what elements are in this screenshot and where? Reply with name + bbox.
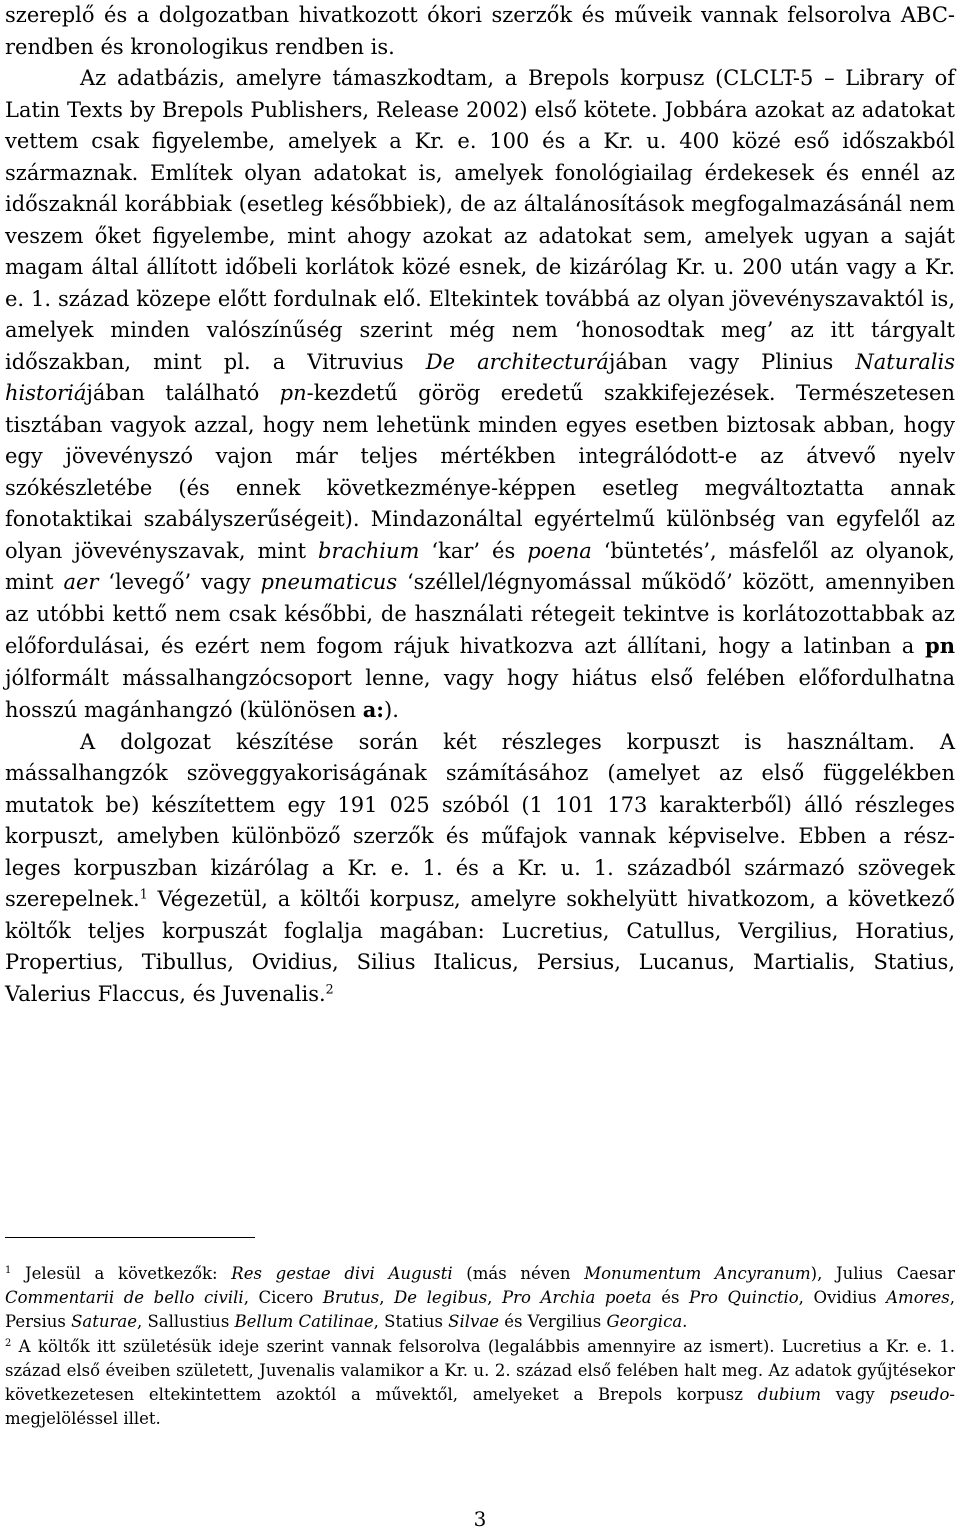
text-run: , Statius xyxy=(373,1312,449,1332)
text-run: ). xyxy=(384,698,399,722)
text-run: ‘széllel/légnyomással működő’ között, amennyiben az utóbbi kettő nem csak későbbi, de használati rétegeit tekintve is korlátozottabbak az előfordulásai, és ezért nem fogom rájuk hivatkozva azt állítani, hogy a latinban a xyxy=(5,570,955,658)
footnote-ref: 1 xyxy=(5,1265,12,1277)
footnote xyxy=(5,1335,955,1432)
text-run: A költők itt születésük ideje szerint vannak felsorolva (legalábbis amennyire az ismert). Lucretius a Kr. e. 1. század első éveiben született, Juvenalis valamikor a Kr. u. 2. század első felében halt meg. Az adatok gyűjtésekor következetesen eltekintettem azoktól a művektől, amelyeket a Brepols korpusz xyxy=(5,1336,955,1405)
italic-text: Commentarii de bello civili xyxy=(5,1288,244,1308)
text-run: Jelesül a következők: xyxy=(11,1264,232,1283)
text-run: szereplő és a dolgozatban hivatkozott ókori szerzők és műveik vannak felsorolva ABC-rendben és kronologikus rendben is. xyxy=(5,3,955,59)
footnotes xyxy=(5,1262,955,1431)
italic-text: Res gestae divi Augusti xyxy=(231,1264,453,1283)
text-run: , xyxy=(379,1288,395,1308)
italic-text: poena xyxy=(527,538,592,563)
footnote-separator xyxy=(5,1237,255,1238)
text-run: , Ovidius xyxy=(798,1288,887,1308)
italic-text: Saturae xyxy=(71,1312,137,1332)
footnote xyxy=(5,1262,955,1335)
italic-text: Naturalis historiá xyxy=(5,349,956,405)
text-run: - megjelöléssel illet. xyxy=(5,1385,955,1429)
italic-text: brachium xyxy=(318,538,420,563)
paragraph xyxy=(5,63,955,727)
text-run: ‘kar’ és xyxy=(419,538,528,563)
text-run: jában található xyxy=(86,381,280,405)
italic-text: pseudo xyxy=(889,1385,950,1405)
text-run: , Sallustius xyxy=(137,1312,235,1332)
text-run: ‘levegő’ vagy xyxy=(98,570,261,594)
footnote-ref: 1 xyxy=(139,886,148,902)
text-run: (más néven xyxy=(452,1264,585,1283)
text-run: ‘büntetés’, másfelől az olyanok, mint xyxy=(5,538,955,594)
text-run: jában vagy Plinius xyxy=(608,349,856,374)
text-run: jólformált mássalhangzócsoport lenne, vagy hogy hiátus első felében előfordulhatna hosszú magánhangzó (különösen xyxy=(5,665,955,722)
text-run: , xyxy=(487,1288,502,1308)
italic-text: Monumentum Ancyranum xyxy=(584,1264,811,1283)
page-number: 3 xyxy=(473,1507,487,1531)
text-run: vagy xyxy=(820,1385,890,1405)
bold-text: pn xyxy=(925,633,955,658)
italic-text: Brutus xyxy=(322,1288,380,1308)
italic-text: De architecturá xyxy=(425,349,609,374)
italic-text: Bellum Catilinae xyxy=(234,1312,374,1332)
footnote-ref: 2 xyxy=(325,980,334,996)
italic-text: aer xyxy=(63,570,99,594)
italic-text: Amores xyxy=(886,1288,950,1308)
paragraph xyxy=(5,727,955,1011)
text-run: Végezetül, a költői korpusz, amelyre sokhelyütt hivatkozom, a következő költők teljes korpuszát foglalja magában: Lucretius, Catullus, Vergilius, Horatius, Propertius, Tibullus, Ovidius, Silius Italicus, Persius, Lucanus, Martialis, Statius, Valerius Flaccus, és Juvenalis. xyxy=(5,887,955,1006)
text-run: ), Julius Caesar xyxy=(810,1264,956,1283)
italic-text: dubium xyxy=(757,1385,821,1405)
text-run: , Cicero xyxy=(243,1288,323,1308)
italic-text: pneumaticus xyxy=(260,570,398,594)
body-text xyxy=(5,0,955,1010)
paragraph xyxy=(5,0,955,63)
italic-text: Georgica xyxy=(606,1312,683,1332)
text-run: és Vergilius xyxy=(498,1312,607,1332)
italic-text: pn xyxy=(279,381,307,405)
italic-text: Silvae xyxy=(448,1312,499,1332)
text-run: és xyxy=(651,1288,690,1308)
text-run: -kezdetű görög eredetű szakkifejezések. Természetesen tisztában vagyok azzal, hogy nem lehetünk minden egyes esetben biztosak abban, hogy egy jövevényszó vajon már teljes mértékben integrálódott-e az átvevő nyelv szókészletébe (és ennek következménye-képpen esetleg megváltoztatta annak fonotaktikai szabályszerűségeit). Mindazonáltal egyértelmű különbség van egyfelől az olyan jövevényszavak, mint xyxy=(5,381,955,563)
bold-text: a: xyxy=(362,697,385,722)
text-run: Az adatbázis, amelyre támaszkodtam, a Brepols korpusz (CLCLT-5 – Library of Latin Texts by Brepols Publishers, Release 2002) első kötete. Jobbára azokat az adatokat vettem csak figyelembe, amelyek a Kr. e. 100 és a Kr. u. 400 közé eső időszakból származnak. Említek olyan adatokat is, amelyek fonológiailag érdekesek és ennél az időszaknál korábbiak (esetleg későbbiek), de az általánosítások megfogalmazásánál nem veszem őket figyelembe, mint ahogy azokat az adatokat sem, amelyek ugyan a saját magam által állított időbeli korlátok közé esnek, de kizárólag Kr. u. 200 után vagy a Kr. e. 1. század közepe előtt fordulnak elő. Eltekintek továbbá az olyan jövevényszavaktól is, amelyek minden valószínűség szerint még nem ‘honosodtak meg’ az itt tárgyalt időszakban, mint pl. a Vitruvius xyxy=(5,66,955,374)
italic-text: De legibus xyxy=(394,1288,488,1308)
italic-text: Pro Archia poeta xyxy=(502,1288,652,1308)
text-run: , Persius xyxy=(5,1288,956,1332)
footnote-ref: 2 xyxy=(5,1337,12,1349)
text-run: A dolgozat készítése során két részleges korpuszt is használtam. A mássalhangzók szöveggyakoriságának számításához (amelyet az első függelékben mutatok be) készítettem egy 191 025 szóból (1 101 173 karakterből) álló részleges korpuszt, amelyben különböző szerzők és műfajok vannak képviselve. Ebben a rész-leges korpuszban kizárólag a Kr. e. 1. és a Kr. u. 1. századból származó szövegek szerepelnek. xyxy=(5,729,955,911)
text-run: . xyxy=(682,1312,688,1332)
italic-text: Pro Quinctio xyxy=(689,1288,799,1308)
